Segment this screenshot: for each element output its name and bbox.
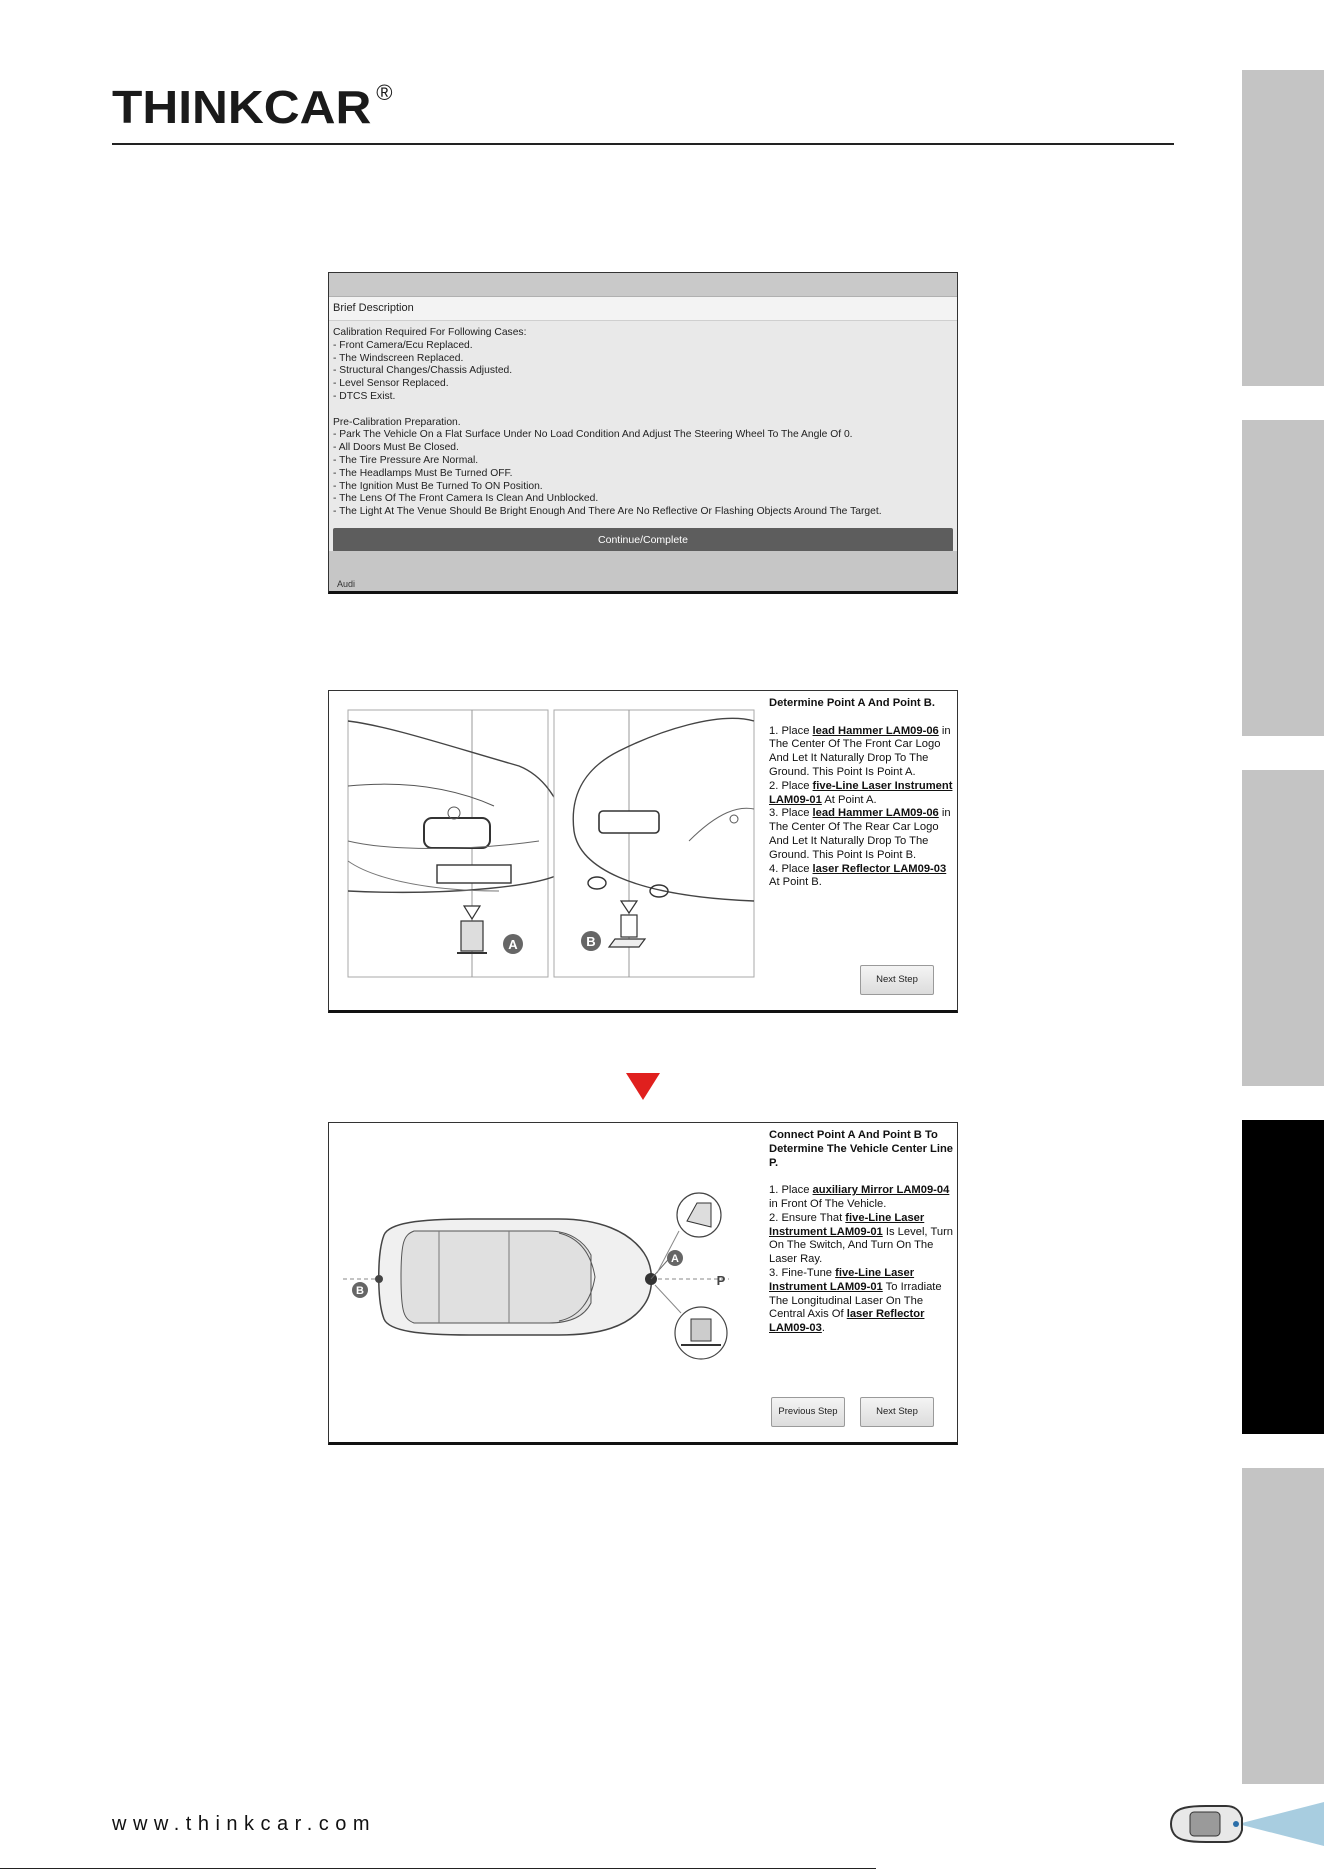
screen-footer xyxy=(329,551,957,591)
body-line: - The Lens Of The Front Camera Is Clean And Unblocked. xyxy=(333,493,599,505)
side-tab-5[interactable] xyxy=(1242,1468,1324,1784)
step-text: At Point B. xyxy=(769,876,822,889)
thinkcar-logo xyxy=(112,82,392,132)
laser-reflector-link[interactable]: laser Reflector LAM09-03 xyxy=(769,1308,925,1335)
body-line: - Front Camera/Ecu Replaced. xyxy=(333,339,473,351)
step-prefix: 3. Place xyxy=(769,807,813,820)
instruction-step-3 xyxy=(769,1267,958,1336)
step-prefix: 2. Ensure That xyxy=(769,1211,846,1224)
continue-complete-button[interactable]: Continue/Complete xyxy=(333,528,953,552)
top-view-car-illustration xyxy=(329,1123,769,1423)
five-line-laser-link[interactable]: five-Line Laser Instrument LAM09-01 xyxy=(769,1266,915,1293)
next-step-button[interactable]: Next Step xyxy=(860,1397,934,1427)
next-step-button[interactable]: Next Step xyxy=(860,965,934,995)
point-a-label: A xyxy=(671,1253,679,1265)
step-text: To Irradiate The Longitudinal Laser On The Central Axis Of xyxy=(769,1280,942,1321)
instruction-step-1 xyxy=(769,1184,958,1212)
body-line: Calibration Required For Following Cases: xyxy=(333,327,527,338)
auxiliary-mirror-link[interactable]: auxiliary Mirror LAM09-04 xyxy=(812,1184,950,1197)
step-text: in Front Of The Vehicle. xyxy=(769,1197,887,1210)
spacer xyxy=(769,711,958,725)
brief-description-screen xyxy=(328,272,958,594)
body-line: - The Tire Pressure Are Normal. xyxy=(333,454,479,466)
spacer xyxy=(769,1170,958,1184)
down-arrow-icon xyxy=(626,1073,660,1100)
body-line: - Park The Vehicle On a Flat Surface Under No Load Condition And Adjust The Steering Wheel To The Angle Of 0. xyxy=(333,429,853,441)
step-prefix: 4. Place xyxy=(769,862,813,875)
brief-description-label: Brief Description xyxy=(329,297,957,321)
screen-top-bar xyxy=(329,273,957,297)
body-line: - Structural Changes/Chassis Adjusted. xyxy=(333,365,513,377)
body-line: - All Doors Must Be Closed. xyxy=(333,442,459,454)
determine-points-screen xyxy=(328,690,958,1013)
side-tab-1[interactable] xyxy=(1242,70,1324,386)
lead-hammer-link[interactable]: lead Hammer LAM09-06 xyxy=(812,807,939,820)
side-tab-3[interactable] xyxy=(1242,770,1324,1086)
instruction-step-4 xyxy=(769,863,958,891)
step-text: in The Center Of The Rear Car Logo And Let It Naturally Drop To The Ground. This Point Is Point B. xyxy=(769,807,951,861)
body-line: - The Ignition Must Be Turned To ON Position. xyxy=(333,480,543,492)
step-text: . xyxy=(821,1322,825,1335)
body-line: - The Headlamps Must Be Turned OFF. xyxy=(333,467,513,479)
laser-reflector-link[interactable]: laser Reflector LAM09-03 xyxy=(812,862,947,875)
registered-mark: ® xyxy=(376,80,393,105)
step-text: At Point A. xyxy=(821,793,877,806)
connect-points-screen xyxy=(328,1122,958,1445)
car-headlight-icon xyxy=(1166,1800,1324,1848)
website-url[interactable]: www.thinkcar.com xyxy=(112,1813,377,1835)
header-rule xyxy=(112,143,1174,145)
center-line-p-label: P xyxy=(716,1273,726,1288)
five-line-laser-link[interactable]: five-Line Laser Instrument LAM09-01 xyxy=(769,1211,925,1238)
lead-hammer-link[interactable]: lead Hammer LAM09-06 xyxy=(812,724,939,737)
brief-description-text xyxy=(329,321,957,525)
step-prefix: 2. Place xyxy=(769,779,813,792)
brand-name: THINKCAR xyxy=(112,81,372,133)
point-b-label: B xyxy=(356,1285,364,1297)
body-line: - DTCS Exist. xyxy=(333,390,396,402)
instruction-title: Determine Point A And Point B. xyxy=(769,697,935,709)
instruction-title: Connect Point A And Point B To Determine The Vehicle Center Line P. xyxy=(769,1129,954,1169)
instruction-step-2 xyxy=(769,780,958,808)
instruction-step-1 xyxy=(769,725,958,780)
side-tab-4-active[interactable] xyxy=(1242,1120,1324,1434)
body-line: - Level Sensor Replaced. xyxy=(333,378,449,390)
point-b-label: B xyxy=(586,934,596,949)
body-line: - The Windscreen Replaced. xyxy=(333,352,464,364)
bottom-rule xyxy=(0,1868,876,1869)
body-line: Pre-Calibration Preparation. xyxy=(333,416,461,428)
determine-points-instructions xyxy=(769,697,958,890)
spacer xyxy=(333,404,953,417)
connect-points-instructions xyxy=(769,1129,958,1336)
point-a-label: A xyxy=(508,937,518,952)
step-prefix: 1. Place xyxy=(769,724,813,737)
vehicle-make-label: Audi xyxy=(337,579,356,589)
body-line: - The Light At The Venue Should Be Bright Enough And There Are No Reflective Or Flashing Objects Around The Target. xyxy=(333,506,882,518)
step-text: Is Level, Turn On The Switch, And Turn On The Laser Ray. xyxy=(769,1225,954,1266)
step-prefix: 3. Fine-Tune xyxy=(769,1266,836,1279)
instruction-step-3 xyxy=(769,807,958,862)
instruction-step-2 xyxy=(769,1212,958,1267)
front-rear-car-illustration xyxy=(329,691,769,991)
five-line-laser-link[interactable]: five-Line Laser Instrument LAM09-01 xyxy=(769,779,953,806)
previous-step-button[interactable]: Previous Step xyxy=(771,1397,845,1427)
step-text: in The Center Of The Front Car Logo And Let It Naturally Drop To The Ground. This Point Is Point A. xyxy=(769,724,951,778)
side-tab-2[interactable] xyxy=(1242,420,1324,736)
step-prefix: 1. Place xyxy=(769,1184,813,1197)
